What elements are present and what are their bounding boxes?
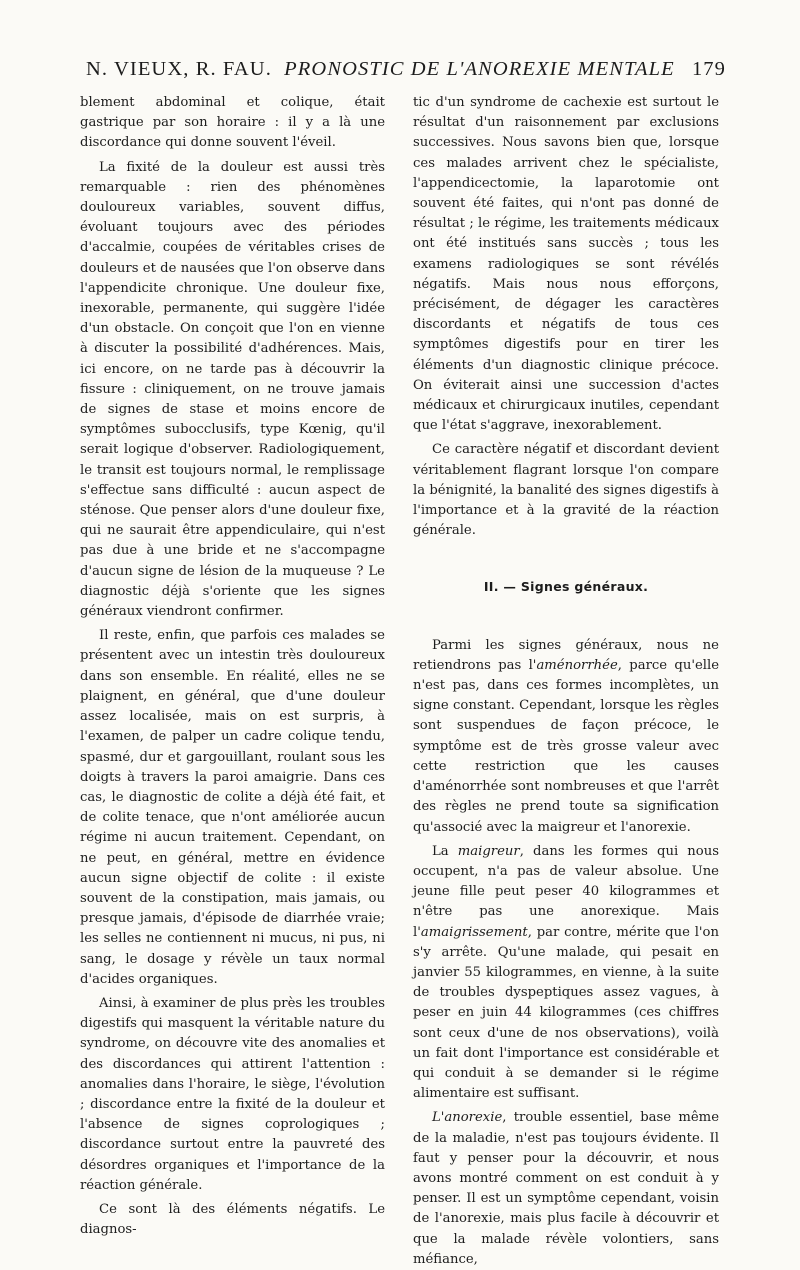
paragraph: Ce caractère négatif et discordant devient véritablement flagrant lorsque l'on compare la bénignité, la banalité des signes digestifs à l'importance et à la gravité de la réaction générale. — [413, 442, 719, 539]
text-run: La — [432, 843, 458, 859]
section-heading: II. — Signes généraux. — [483, 579, 649, 595]
paragraph-amenorrhee — [413, 636, 719, 838]
running-head-title: PRONOSTIC DE L'ANOREXIE MENTALE — [284, 58, 675, 80]
paragraph: Ainsi, à examiner de plus près les troubles digestifs qui masquent la véritable nature du syndrome, on découvre vite des anomalies et des discordances qui attirent l'attention : anomalies dans l'horaire, le siège, l'évolution ; discordance entre la fixité de la douleur et l'absence de signes coprologiques ; discordance surtout entre la pauvreté des désordres organiques et l'importance de la réaction générale. — [80, 995, 385, 1193]
text-run: Parmi les signes généraux, nous ne retiendrons pas l' — [413, 637, 719, 673]
italic-term: maigreur — [457, 843, 520, 859]
paragraph-anorexie — [413, 1108, 719, 1270]
running-head — [86, 58, 726, 88]
italic-term: aménorrhée — [536, 657, 618, 673]
paragraph: La fixité de la douleur est aussi très remarquable : rien des phénomènes douloureux variables, souvent diffus, évoluant toujours avec des périodes d'accalmie, coupées de véritables crises de douleurs et de nausées que l'on observe dans l'appendicite chronique. Une douleur fixe, inexorable, permanente, qui suggère l'idée d'un obstacle. On conçoit que l'on en vienne à discuter la possibilité d'adhérences. Mais, ici encore, on ne tarde pas à découvrir la fissure : cliniquement, on ne trouve jamais de signes de stase et moins encore de symptômes subocclusifs, type Kœnig, qu'il serait logique d'observer. Radiologiquement, le transit est toujours normal, le remplissage s'effectue sans difficulté : aucun aspect de sténose. Que penser alors d'une douleur fixe, qui ne saurait être appendiculaire, qui n'est pas due à une bride et ne s'accompagne d'aucun signe de lésion de la muqueuse ? Le diagnostic déjà s'oriente que les signes généraux viendront confirmer. — [80, 159, 385, 620]
paragraph-maigreur — [413, 842, 719, 1105]
left-column — [80, 93, 385, 1240]
paragraph: blement abdominal et colique, était gastrique par son horaire : il y a là une discordance qui donne souvent l'éveil. — [80, 95, 385, 151]
paragraph: tic d'un syndrome de cachexie est surtout le résultat d'un raisonnement par exclusions successives. Nous savons bien que, lorsque ces malades arrivent chez le spécialiste, l'appendicectomie, la laparotomie ont souvent été faites, qui n'ont pas donné de résultat ; le régime, les traitements médicaux ont été institués sans succès ; tous les examens radiologiques se sont révélés négatifs. Mais nous nous efforçons, précisément, de dégager les caractères discordants et négatifs de tous ces symptômes digestifs pour en tirer les éléments d'un diagnostic clinique précoce. On éviterait ainsi une succession d'actes médicaux et chirurgicaux inutiles, cependant que l'état s'aggrave, inexorablement. — [413, 95, 719, 434]
text-run: , par contre, mérite que l'on s'y arrête. Qu'une malade, qui pesait en janvier 55 kilogrammes, en vienne, à la suite de troubles dyspeptiques assez vagues, à peser en juin 44 kilogrammes (ces chiffres sont ceux d'une de nos observations), voilà un fait dont l'importance est considérable et qui conduit à se demander si le régime alimentaire est suffisant. — [413, 924, 719, 1102]
italic-term: amaigrissement — [420, 924, 528, 940]
right-column — [413, 93, 719, 1270]
text-run: , dans les formes qui nous occupent, n'a pas de valeur absolue. Une jeune fille peut peser 40 kilogrammes et n'être pas une anorexique. Mais l' — [413, 843, 719, 940]
paragraph: Il reste, enfin, que parfois ces malades se présentent avec un intestin très douloureux dans son ensemble. En réalité, elles ne se plaignent, en général, que d'une douleur assez localisée, mais on est surpris, à l'examen, de palper un cadre colique tendu, spasmé, dur et gargouillant, roulant sous les doigts à travers la paroi amaigrie. Dans ces cas, le diagnostic de colite a déjà été fait, et de colite tenace, que n'ont améliorée aucun régime ni aucun traitement. Cependant, on ne peut, en général, mettre en évidence aucun signe objectif de colite : il existe souvent de la constipation, mais jamais, ou presque jamais, d'épisode de diarrhée vraie; les selles ne contiennent ni mucus, ni pus, ni sang, le dosage y révèle un taux normal d'acides organiques. — [80, 628, 385, 987]
text-run: , parce qu'elle n'est pas, dans ces formes incomplètes, un signe constant. Cependant, lorsque les règles sont suspendues de façon précoce, le symptôme est de très grosse valeur avec cette restriction que les causes d'aménorrhée sont nombreuses et que l'arrêt des règles ne prend toute sa signification qu'associé avec la maigreur et l'anorexie. — [413, 657, 720, 835]
running-head-authors: N. VIEUX, R. FAU. — [86, 58, 272, 80]
paragraph: Ce sont là des éléments négatifs. Le diagnos- — [80, 1201, 385, 1238]
italic-term: L'anorexie — [432, 1110, 503, 1126]
text-run: , trouble essentiel, base même de la maladie, n'est pas toujours évidente. Il faut y penser pour la découvrir, et nous avons montré comment on est conduit à y penser. Il est un symptôme cependant, voisin de l'anorexie, mais plus facile à découvrir et que la malade révèle volontiers, sans méfiance, — [413, 1110, 719, 1267]
page-number: 179 — [691, 58, 726, 80]
